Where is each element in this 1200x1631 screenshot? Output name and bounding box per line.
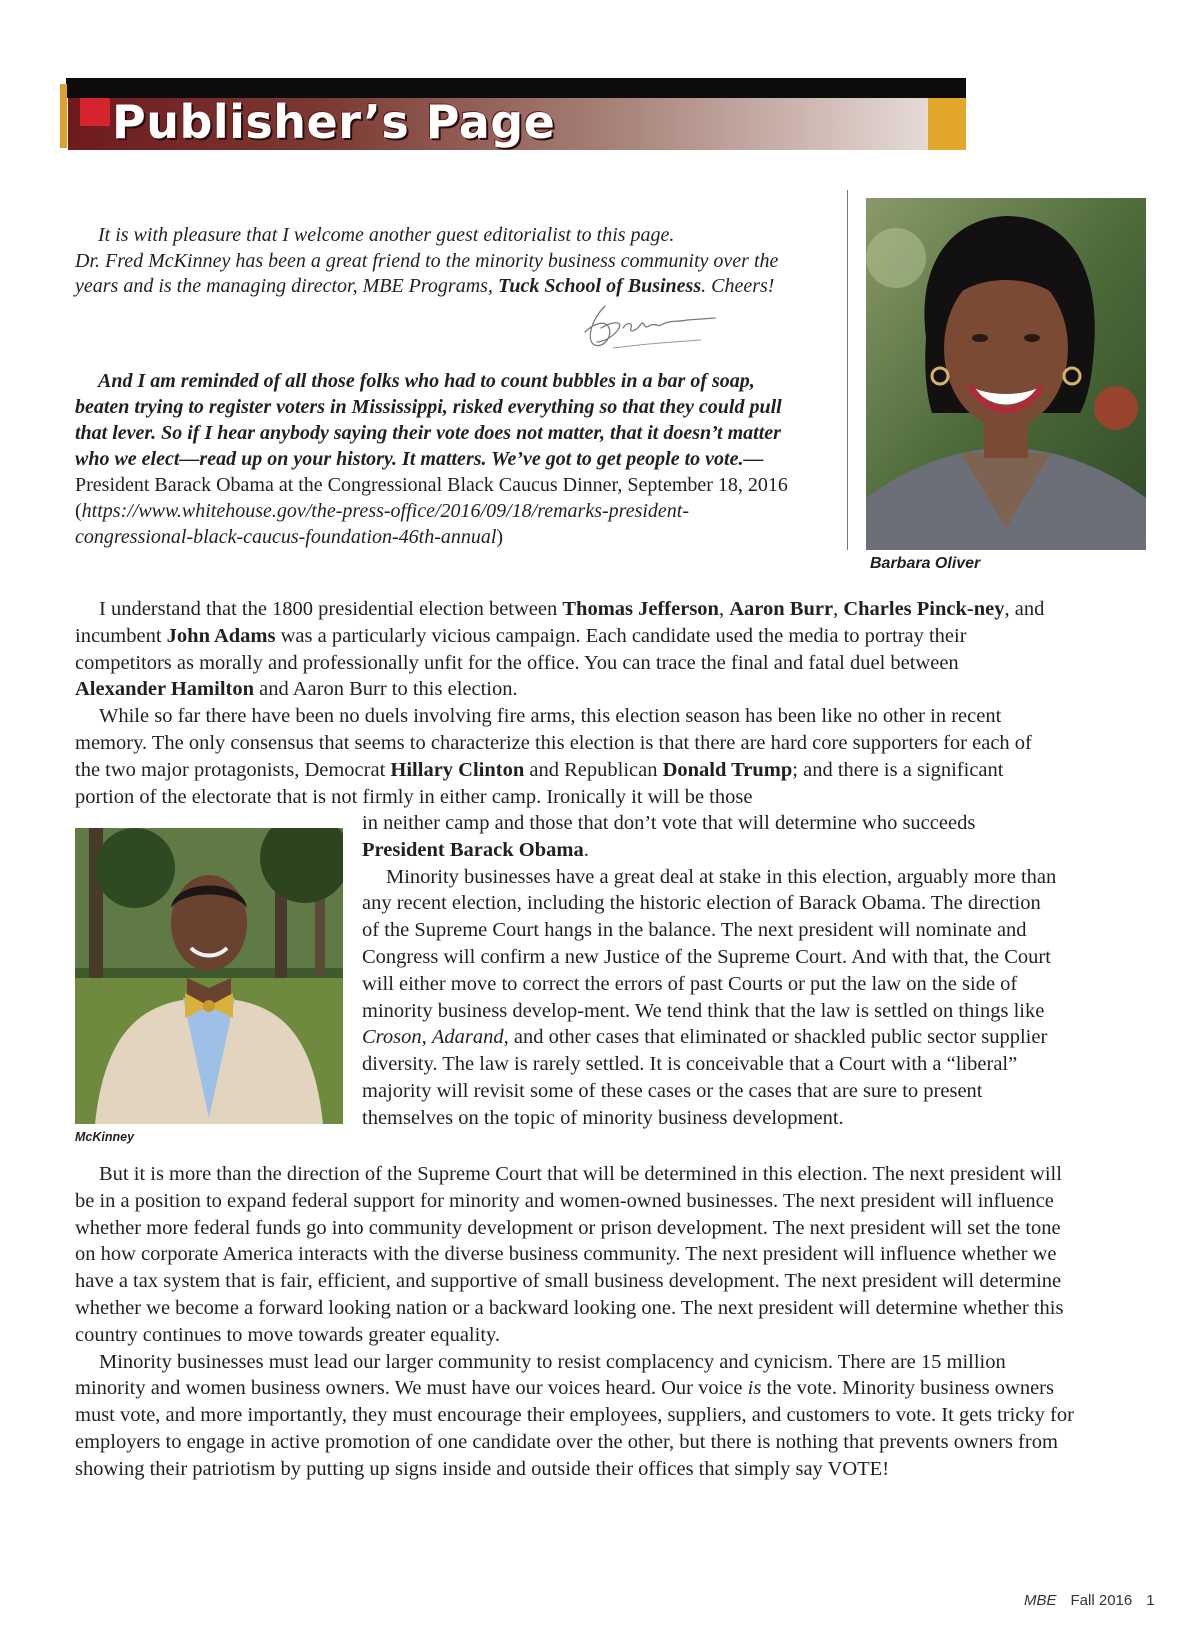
signature-image bbox=[583, 298, 718, 356]
p2b-bold: President Barack Obama bbox=[362, 838, 584, 861]
page-title: Publisher’s Page bbox=[112, 95, 556, 149]
p2-bold: Hillary Clinton bbox=[390, 758, 525, 781]
p3-italic: Croson bbox=[362, 1026, 422, 1049]
body-paragraph-3 bbox=[362, 864, 1062, 1132]
photo-caption-oliver: Barbara Oliver bbox=[870, 555, 981, 572]
photo-caption-mckinney: McKinney bbox=[75, 1130, 135, 1144]
obama-quote bbox=[75, 368, 805, 550]
intro-line-1: It is with pleasure that I welcome another guest editorialist to this page. bbox=[98, 224, 675, 246]
body-paragraph-5 bbox=[75, 1349, 1075, 1483]
p2-text: and Republican bbox=[524, 758, 663, 781]
p5-italic: is bbox=[747, 1377, 762, 1400]
p2-text: While so far there have been no duels involving fire arms, this election season has been like no other in recent memory. The only consensus that seems to characterize this election is that there are hard core supporters for each of the two major protagonists, Democrat bbox=[75, 705, 1032, 781]
body-paragraph-2 bbox=[75, 703, 1045, 810]
p1-bold: Charles Pinck-ney bbox=[843, 598, 1005, 620]
header-banner bbox=[60, 78, 966, 150]
intro-bold: Tuck School of Business bbox=[497, 275, 702, 297]
p3-text: , and other cases that eliminated or shackled public sector supplier diversity. The law is rarely settled. It is conceivable that a Court with a “liberal” majority will revisit some of these cases or the cases that are sure to present themselves on the topic of minority business development. bbox=[362, 1026, 1048, 1129]
p2b-text: . bbox=[583, 838, 589, 861]
p1-text: was a particularly vicious campaign. Each candidate used the media to portray their competitors as morally and professionally unfit for the office. You can trace the final and fatal duel between bbox=[75, 624, 967, 674]
banner-right-accent bbox=[928, 98, 966, 150]
p2-bold: Donald Trump bbox=[662, 758, 793, 781]
quote-close: ) bbox=[496, 526, 504, 548]
intro-note bbox=[75, 223, 815, 300]
barbara-oliver-photo bbox=[866, 198, 1146, 550]
p1-text: , bbox=[833, 598, 844, 620]
intro-text: Dr. Fred McKinney has been a great friend to the minority business community over the years and is the managing director, MBE Programs, bbox=[75, 249, 779, 297]
p1-bold: Alexander Hamilton bbox=[75, 678, 254, 701]
mckinney-photo bbox=[75, 828, 343, 1124]
p1-bold: Aaron Burr bbox=[729, 598, 834, 620]
body-section-3 bbox=[75, 1161, 1075, 1483]
p3-italic: Adarand bbox=[431, 1026, 504, 1049]
body-paragraph-1 bbox=[75, 596, 1045, 703]
quote-attribution: President Barack Obama at the Congressional Black Caucus Dinner, September 18, 2016 ( bbox=[75, 474, 788, 522]
p1-text: , and incumbent bbox=[75, 598, 1045, 647]
p5-text: the vote. Minority business owners must vote, and more importantly, they must encourage their employees, suppliers, and customers to vote. It gets tricky for employers to engage in active promotion of one candidate over the other, but there is nothing that prevents owners from showing their patriotism by putting up signs inside and outside their offices that simply say VOTE! bbox=[75, 1377, 1074, 1480]
p1-bold: Thomas Jefferson bbox=[562, 598, 719, 620]
intro-text-end: . Cheers! bbox=[701, 275, 775, 297]
p1-bold: John Adams bbox=[166, 624, 276, 647]
footer-issue: Fall 2016 bbox=[1070, 1592, 1133, 1609]
quote-url: https://www.whitehouse.gov/the-press-office/2016/09/18/remarks-president-congressional-black-caucus-foundation-46th-annual bbox=[75, 500, 690, 548]
quote-text: And I am reminded of all those folks who had to count bubbles in a bar of soap, beaten trying to register voters in Mississippi, risked everything so that they could pull that lever. So if I hear anybody saying their vote does not matter, that it doesn’t matter who we elect—read up on your history. It matters. We’ve got to get people to vote.— bbox=[75, 370, 782, 470]
banner-red-square bbox=[80, 98, 110, 126]
p1-text: , bbox=[718, 598, 730, 620]
body-paragraph-4: But it is more than the direction of the Supreme Court that will be determined in this election. The next president will be in a position to expand federal support for minority and women-owned businesses. The next president will influence whether more federal funds go into community development or prison development. The next president will set the tone on how corporate America interacts with the diverse business community. The next president will influence whether we have a tax system that is fair, efficient, and supportive of small business development. The next president will determine whether we become a forward looking nation or a backward looking one. The next president will determine whether this country continues to move towards greater equality. bbox=[75, 1163, 1064, 1346]
page-footer bbox=[1024, 1592, 1155, 1609]
p2b-text: in neither camp and those that don’t vote that will determine who succeeds bbox=[362, 812, 976, 834]
page-number: 1 bbox=[1146, 1592, 1155, 1609]
body-section-1 bbox=[75, 596, 1045, 810]
body-section-2 bbox=[362, 810, 1062, 1132]
body-paragraph-2-cont bbox=[362, 810, 1062, 864]
banner-left-accent bbox=[60, 84, 67, 148]
p3-text: , bbox=[421, 1026, 432, 1049]
vertical-divider bbox=[847, 190, 848, 550]
intro-line-2 bbox=[75, 249, 815, 300]
p1-text: and Aaron Burr to this election. bbox=[254, 678, 518, 701]
p1-text: I understand that the 1800 presidential election between bbox=[99, 598, 563, 620]
p2-text: ; and there is a significant portion of the electorate that is not firmly in either camp. Ironically it will be those bbox=[75, 758, 1004, 808]
footer-magazine: MBE bbox=[1024, 1592, 1057, 1609]
p5-text: Minority businesses must lead our larger community to resist complacency and cynicism. There are 15 million minority and women business owners. We must have our voices heard. Our voice bbox=[75, 1350, 1006, 1400]
p3-text: Minority businesses have a great deal at stake in this election, arguably more than any recent election, including the historic election of Barack Obama. The direction of the Supreme Court hangs in the balance. The next president will nominate and Congress will confirm a new Justice of the Supreme Court. And with that, the Court will either move to correct the errors of past Courts or put the law on the side of minority business develop-ment. We tend think that the law is settled on things like bbox=[362, 865, 1057, 1022]
